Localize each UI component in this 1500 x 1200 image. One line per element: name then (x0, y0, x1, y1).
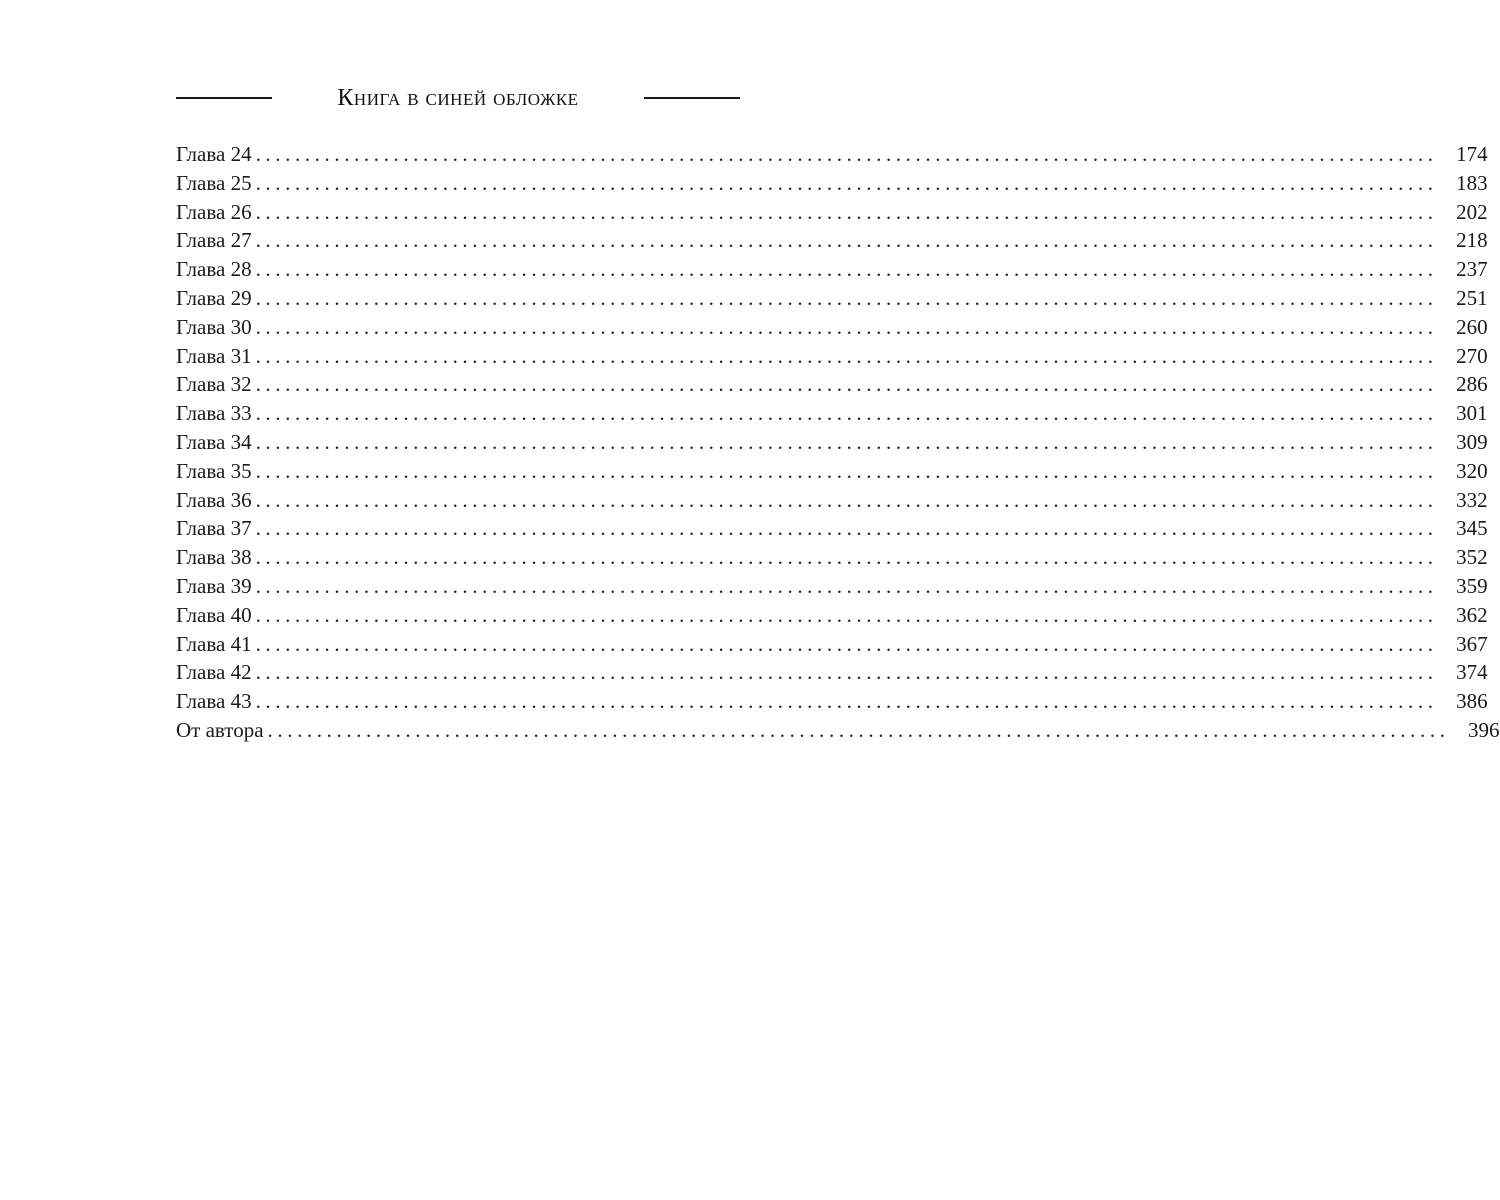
toc-entry-page-number: 270 (1456, 343, 1488, 368)
toc-entry-page-number: 301 (1456, 401, 1488, 426)
toc-entry-label: Глава 35 (176, 458, 252, 483)
toc-entry (176, 342, 1488, 371)
toc-entry-label: Глава 34 (176, 429, 252, 454)
header-rule-left (176, 97, 272, 99)
toc-dot-leader: ........................................................................................................................ (255, 372, 1438, 397)
toc-dot-leader: ........................................................................................................................ (255, 631, 1438, 656)
toc-dot-leader: ........................................................................................................................ (255, 602, 1438, 627)
toc-dot-leader: ........................................................................................................................ (255, 401, 1438, 426)
toc-entry-label: Глава 39 (176, 573, 252, 598)
toc-entry (176, 140, 1488, 169)
toc-entry-page-number: 345 (1456, 516, 1488, 541)
toc-entry-label: Глава 30 (176, 314, 252, 339)
toc-entry (176, 543, 1488, 572)
toc-dot-leader: ........................................................................................................................ (255, 487, 1438, 512)
toc-entry (176, 169, 1488, 198)
toc-entry-page-number: 260 (1456, 314, 1488, 339)
toc-entry-label: Глава 27 (176, 228, 252, 253)
toc-entry (176, 428, 1488, 457)
toc-entry (176, 399, 1488, 428)
toc-entry-label: Глава 41 (176, 631, 252, 656)
toc-entry-label: Глава 25 (176, 170, 252, 195)
toc-dot-leader: ........................................................................................................................ (255, 573, 1438, 598)
toc-entry (176, 687, 1488, 716)
toc-dot-leader: ........................................................................................................................ (255, 689, 1438, 714)
toc-entry (176, 572, 1488, 601)
toc-entry-label: От автора (176, 717, 264, 742)
toc-entry-page-number: 183 (1456, 170, 1488, 195)
toc-entry (176, 514, 1488, 543)
toc-entry-page-number: 237 (1456, 257, 1488, 282)
toc-dot-leader: ........................................................................................................................ (255, 142, 1438, 166)
toc-entry-page-number: 386 (1456, 689, 1488, 714)
toc-entry-page-number: 286 (1456, 372, 1488, 397)
toc-dot-leader: ........................................................................................................................ (255, 170, 1438, 195)
toc-dot-leader: ........................................................................................................................ (255, 228, 1438, 253)
toc-dot-leader: ........................................................................................................................ (255, 545, 1438, 570)
toc-entry-page-number: 202 (1456, 199, 1488, 224)
toc-entry-label: Глава 40 (176, 602, 252, 627)
toc-entry (176, 486, 1488, 515)
header-rule-right (644, 97, 740, 99)
toc-entry-page-number: 174 (1456, 142, 1488, 166)
toc-entry-label: Глава 42 (176, 660, 252, 685)
toc-entry-label: Глава 36 (176, 487, 252, 512)
toc-entry-label: Глава 28 (176, 257, 252, 282)
toc-entry-page-number: 251 (1456, 285, 1488, 310)
toc-dot-leader: ........................................................................................................................ (255, 257, 1438, 282)
toc-dot-leader: ........................................................................................................................ (255, 516, 1438, 541)
toc-dot-leader: ........................................................................................................................ (255, 660, 1438, 685)
toc-entry-label: Глава 37 (176, 516, 252, 541)
toc-entry (176, 716, 1500, 745)
toc-entry (176, 226, 1488, 255)
toc-entry-page-number: 362 (1456, 602, 1488, 627)
toc-entry (176, 630, 1488, 659)
toc-entry-label: Глава 38 (176, 545, 252, 570)
table-of-contents (176, 140, 1500, 745)
toc-dot-leader: ........................................................................................................................ (255, 285, 1438, 310)
toc-entry (176, 255, 1488, 284)
toc-entry-page-number: 332 (1456, 487, 1488, 512)
toc-dot-leader: ........................................................................................................................ (255, 199, 1438, 224)
toc-entry-label: Глава 43 (176, 689, 252, 714)
toc-entry (176, 601, 1488, 630)
toc-dot-leader: ........................................................................................................................ (267, 717, 1450, 742)
toc-dot-leader: ........................................................................................................................ (255, 314, 1438, 339)
toc-entry (176, 457, 1488, 486)
toc-entry-page-number: 352 (1456, 545, 1488, 570)
toc-entry (176, 658, 1488, 687)
toc-entry (176, 370, 1488, 399)
toc-dot-leader: ........................................................................................................................ (255, 429, 1438, 454)
toc-entry-label: Глава 26 (176, 199, 252, 224)
running-header (176, 78, 740, 118)
toc-entry-page-number: 367 (1456, 631, 1488, 656)
toc-entry-page-number: 309 (1456, 429, 1488, 454)
toc-entry-page-number: 359 (1456, 573, 1488, 598)
toc-entry-page-number: 218 (1456, 228, 1488, 253)
toc-entry-page-number: 320 (1456, 458, 1488, 483)
toc-entry (176, 284, 1488, 313)
toc-dot-leader: ........................................................................................................................ (255, 343, 1438, 368)
toc-entry-label: Глава 32 (176, 372, 252, 397)
toc-entry-label: Глава 29 (176, 285, 252, 310)
toc-entry-page-number: 396 (1468, 717, 1500, 742)
toc-entry-label: Глава 33 (176, 401, 252, 426)
toc-entry (176, 198, 1488, 227)
toc-entry-label: Глава 24 (176, 142, 252, 166)
page-title: Книга в синей обложке (337, 84, 579, 111)
toc-entry (176, 313, 1488, 342)
toc-dot-leader: ........................................................................................................................ (255, 458, 1438, 483)
toc-entry-page-number: 374 (1456, 660, 1488, 685)
toc-entry-label: Глава 31 (176, 343, 252, 368)
